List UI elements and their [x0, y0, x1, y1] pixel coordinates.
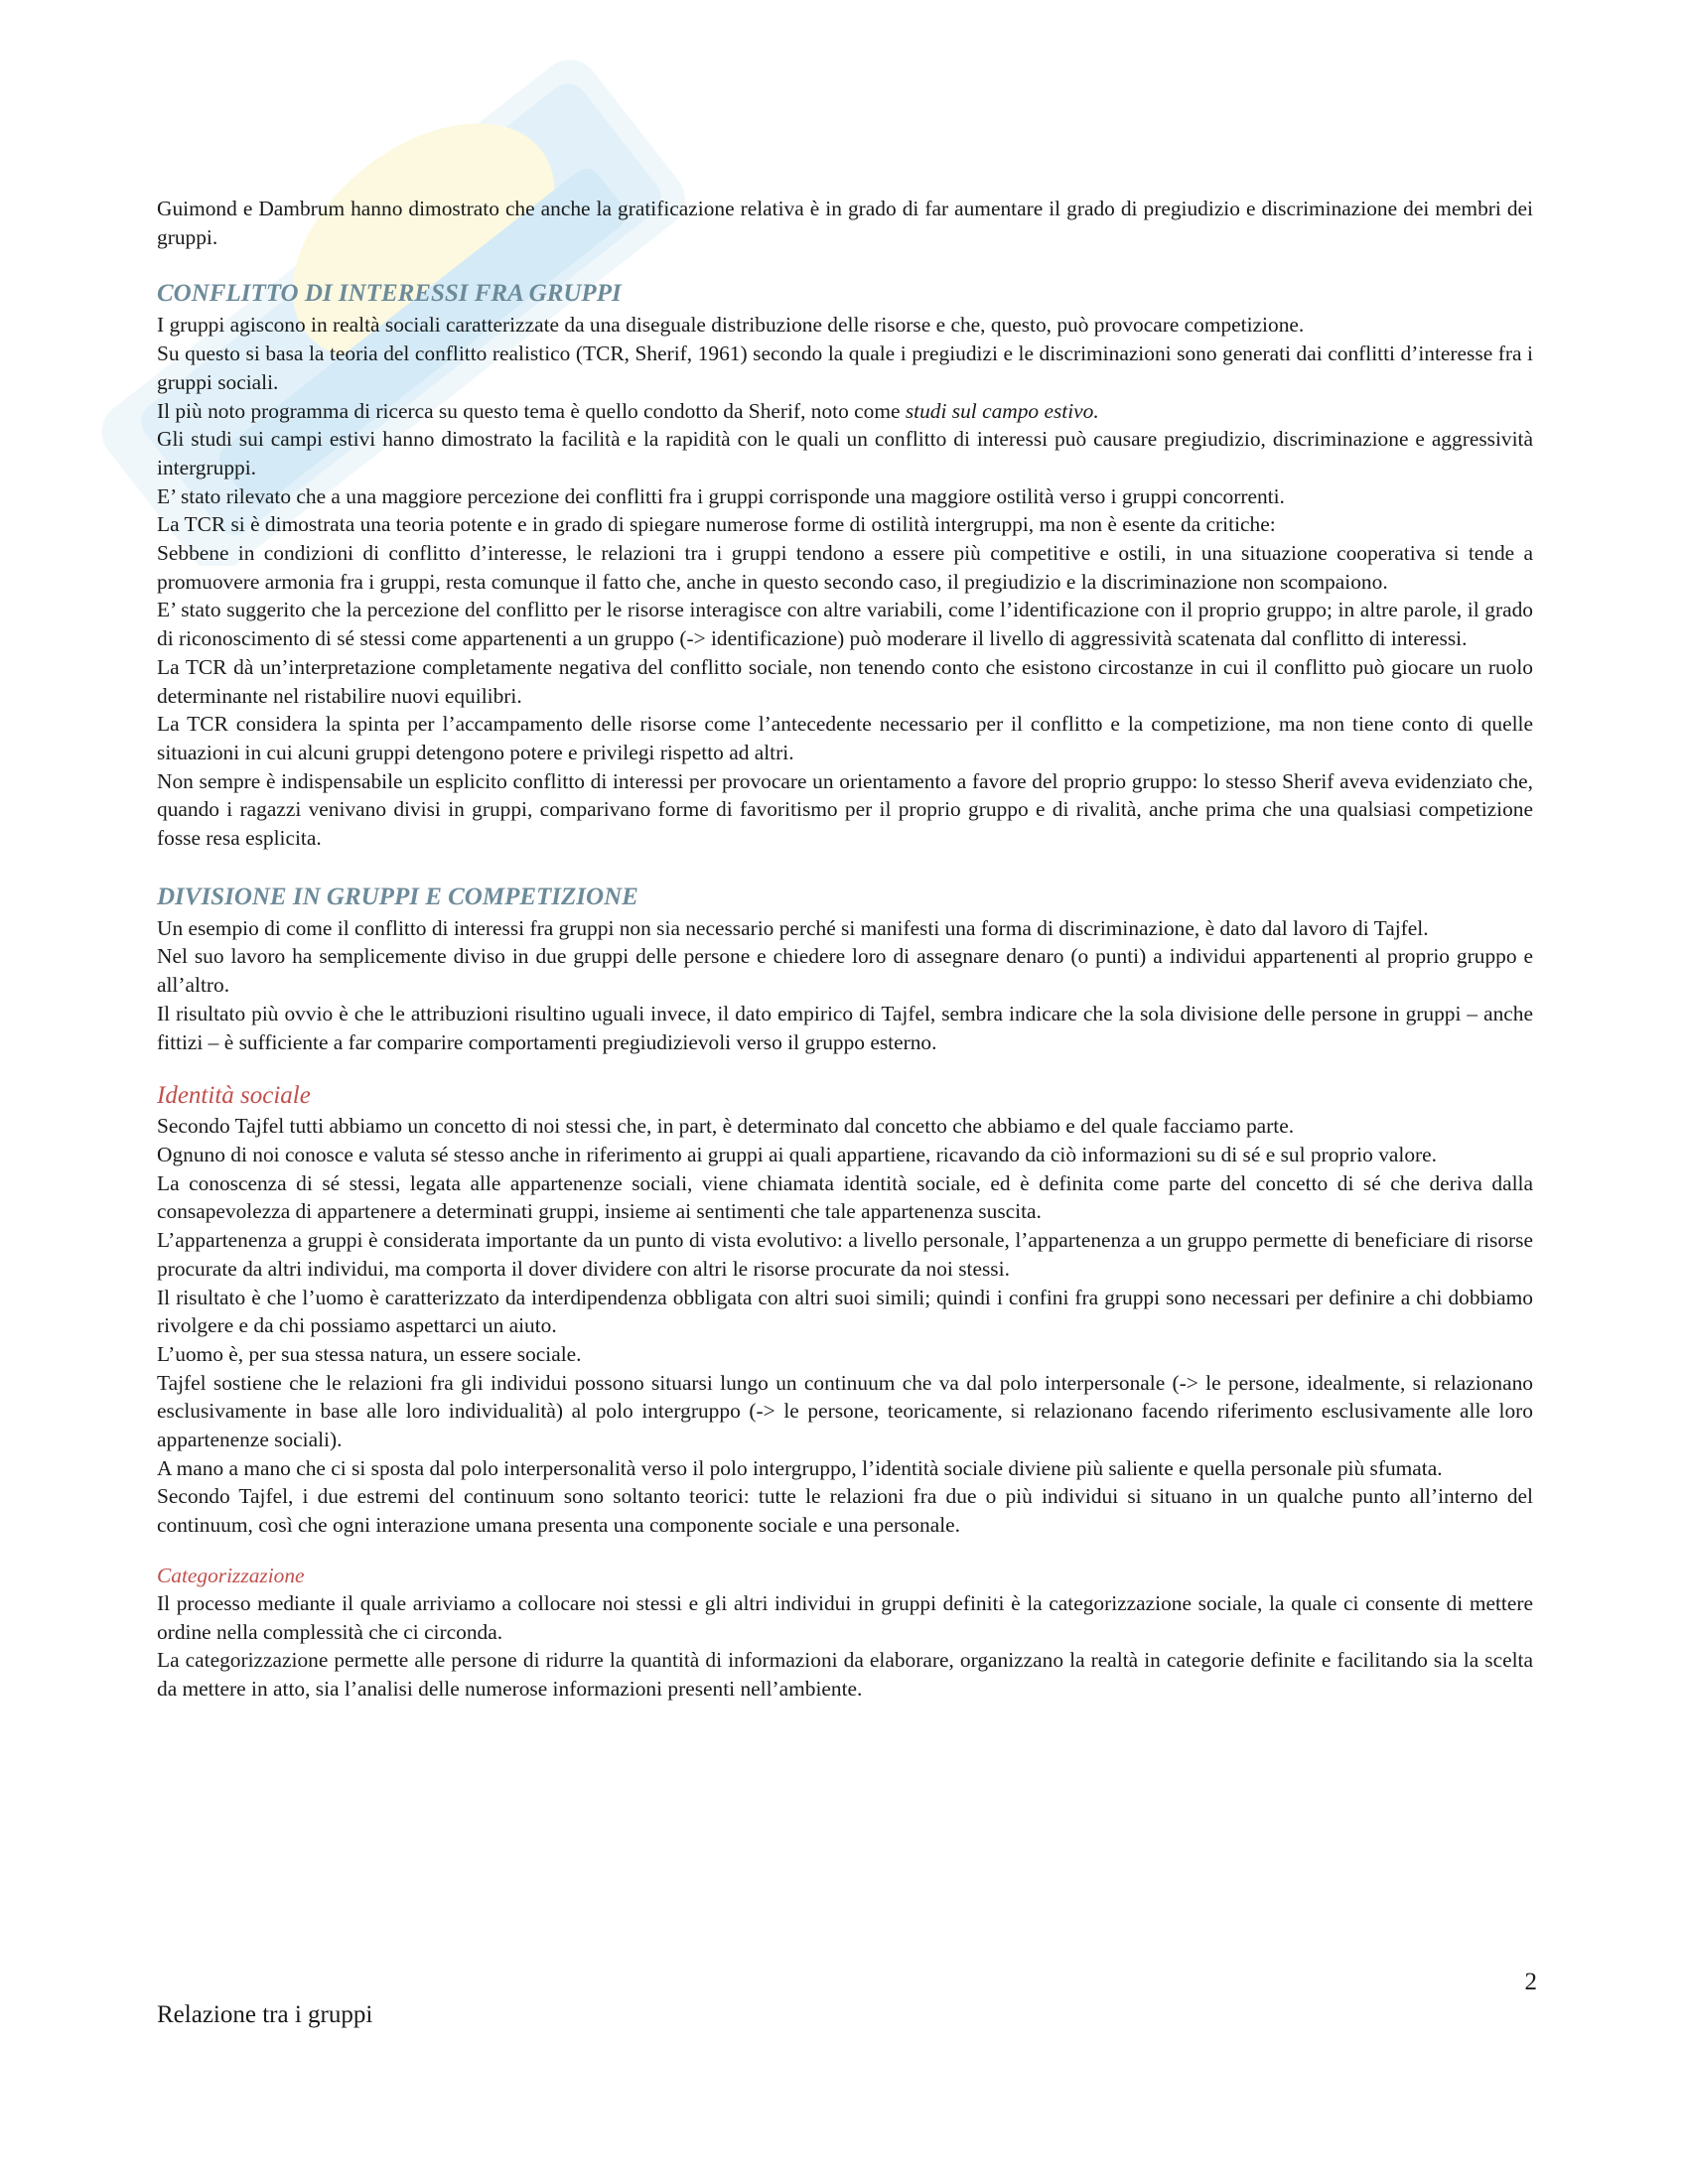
paragraph: Nel suo lavoro ha semplicemente diviso in due gruppi delle persone e chiedere loro di assegnare denaro (o punti) a individui appartenenti al proprio gruppo e all’altro. — [157, 944, 1533, 998]
emphasis-text: studi sul campo estivo. — [905, 398, 1099, 423]
document-page — [157, 195, 1533, 1704]
paragraph-text: Il più noto programma di ricerca su questo tema è quello condotto da Sherif, noto come — [157, 398, 906, 423]
paragraph: Il risultato più ovvio è che le attribuzioni risultino uguali invece, il dato empirico di Tajfel, sembra indicare che la sola divisione delle persone in gruppi – anche fittizi – è sufficiente a far comparire comportamenti pregiudizievoli verso il gruppo esterno. — [157, 1001, 1533, 1054]
footer-title: Relazione tra i gruppi — [157, 2001, 373, 2028]
section-heading: CONFLITTO DI INTERESSI FRA GRUPPI — [157, 280, 622, 308]
paragraph: Gli studi sui campi estivi hanno dimostrato la facilità e la rapidità con le quali un conflitto di interessi può causare pregiudizio, discriminazione e aggressività intergruppi. — [157, 427, 1533, 479]
paragraph: Un esempio di come il conflitto di interessi fra gruppi non sia necessario perché si manifesti una forma di discriminazione, è dato dal lavoro di Tajfel. — [157, 915, 1429, 940]
paragraph: La conoscenza di sé stessi, legata alle appartenenze sociali, viene chiamata identità sociale, ed è definita come parte del concetto di sé che deriva dalla consapevolezza di appartenere a determinati gruppi, insieme ai sentimenti che tale appartenenza suscita. — [157, 1170, 1533, 1224]
paragraph: La TCR considera la spinta per l’accampamento delle risorse come l’antecedente necessario per il conflitto e la competizione, ma non tiene conto di quelle situazioni in cui alcuni gruppi detengono potere e privilegi rispetto ad altri. — [157, 712, 1533, 764]
paragraph: Non sempre è indispensabile un esplicito conflitto di interessi per provocare un orientamento a favore del proprio gruppo: lo stesso Sherif aveva evidenziato che, quando i ragazzi venivano divisi in gruppi, comparivano forme di favoritismo per il proprio gruppo e di rivalità, anche prima che una qualsiasi competizione fosse resa esplicita. — [157, 768, 1533, 851]
section-heading: DIVISIONE IN GRUPPI E COMPETIZIONE — [157, 883, 638, 910]
paragraph: E’ stato rilevato che a una maggiore percezione dei conflitti fra i gruppi corrisponde una maggiore ostilità verso i gruppi concorrenti. — [157, 483, 1285, 508]
paragraph — [157, 397, 1533, 426]
paragraph: Il risultato è che l’uomo è caratterizzato da interdipendenza obbligata con altri suoi simili; quindi i confini fra gruppi sono necessari per definire a chi dobbiamo rivolgere e da chi possiamo aspettarci un aiuto. — [157, 1285, 1533, 1338]
paragraph: Il processo mediante il quale arriviamo a collocare noi stessi e gli altri individui in gruppi definiti è la categorizzazione sociale, la quale ci consente di mettere ordine nella complessità che ci circonda. — [157, 1590, 1533, 1644]
paragraph: L’appartenenza a gruppi è considerata importante da un punto di vista evolutivo: a livello personale, l’appartenenza a un gruppo permette di beneficiare di risorse procurate da altri individui, ma comporta il dover dividere con altri le risorse procurate da noi stessi. — [157, 1228, 1533, 1281]
paragraph: Secondo Tajfel, i due estremi del continuum sono soltanto teorici: tutte le relazioni fra due o più individui si situano in un qualche punto all’interno del continuum, così che ogni interazione umana presenta una componente sociale e una personale. — [157, 1484, 1533, 1538]
paragraph: E’ stato suggerito che la percezione del conflitto per le risorse interagisce con altre variabili, come l’identificazione con il proprio gruppo; in altre parole, il grado di riconoscimento di sé stessi come appartenenti a un gruppo (-> identificazione) può moderare il livello di aggressività scatenata dal conflitto di interessi. — [157, 598, 1533, 651]
paragraph: Sebbene in condizioni di conflitto d’interesse, le relazioni tra i gruppi tendono a essere più competitive e ostili, in una situazione cooperativa si tende a promuovere armonia fra i gruppi, resta comunque il fatto che, anche in questo secondo caso, il pregiudizio e la discriminazione non scompaiono. — [157, 541, 1533, 594]
paragraph: Su questo si basa la teoria del conflitto realistico (TCR, Sherif, 1961) secondo la quale i pregiudizi e le discriminazioni sono generati dai conflitti d’interesse fra i gruppi sociali. — [157, 341, 1533, 394]
paragraph: Tajfel sostiene che le relazioni fra gli individui possono situarsi lungo un continuum che va dal polo interpersonale (-> le persone, idealmente, si relazionano esclusivamente in base alle loro individualità) al polo intergruppo (-> le persone, teoricamente, si relazionano facendo riferimento esclusivamente alle loro appartenenze sociali). — [157, 1370, 1533, 1452]
paragraph: Guimond e Dambrum hanno dimostrato che anche la gratificazione relativa è in grado di far aumentare il grado di pregiudizio e discriminazione dei membri dei gruppi. — [157, 197, 1533, 249]
paragraph: Secondo Tajfel tutti abbiamo un concetto di noi stessi che, in part, è determinato dal concetto che abbiamo e del quale facciamo parte. — [157, 1114, 1295, 1139]
paragraph: A mano a mano che ci si sposta dal polo interpersonalità verso il polo intergruppo, l’identità sociale diviene più saliente e quella personale più sfumata. — [157, 1455, 1443, 1480]
paragraph: La TCR si è dimostrata una teoria potente e in grado di spiegare numerose forme di ostilità intergruppi, ma non è esente da critiche: — [157, 512, 1276, 537]
subsection-heading: Categorizzazione — [157, 1563, 305, 1587]
page-number: 2 — [1524, 1969, 1537, 1995]
subsection-heading: Identità sociale — [157, 1082, 311, 1110]
paragraph: L’uomo è, per sua stessa natura, un essere sociale. — [157, 1341, 582, 1366]
section-conflitto-interessi — [157, 277, 1533, 852]
paragraph: La TCR dà un’interpretazione completamente negativa del conflitto sociale, non tenendo conto che esistono circostanze in cui il conflitto può giocare un ruolo determinante nel ristabilire nuovi equilibri. — [157, 654, 1533, 708]
section-identita-sociale — [157, 1080, 1533, 1540]
paragraph: Ognuno di noi conosce e valuta sé stesso anche in riferimento ai gruppi ai quali appartiene, ricavando da ciò informazioni su di sé e sul proprio valore. — [157, 1142, 1437, 1166]
section-divisione-gruppi — [157, 881, 1533, 1057]
intro-section — [157, 195, 1533, 251]
section-categorizzazione — [157, 1562, 1533, 1704]
paragraph: La categorizzazione permette alle persone di ridurre la quantità di informazioni da elaborare, organizzano la realtà in categorie definite e facilitando sia la scelta da mettere in atto, sia l’analisi delle numerose informazioni presenti nell’ambiente. — [157, 1648, 1533, 1701]
paragraph: I gruppi agiscono in realtà sociali caratterizzate da una diseguale distribuzione delle risorse e che, questo, può provocare competizione. — [157, 313, 1305, 338]
